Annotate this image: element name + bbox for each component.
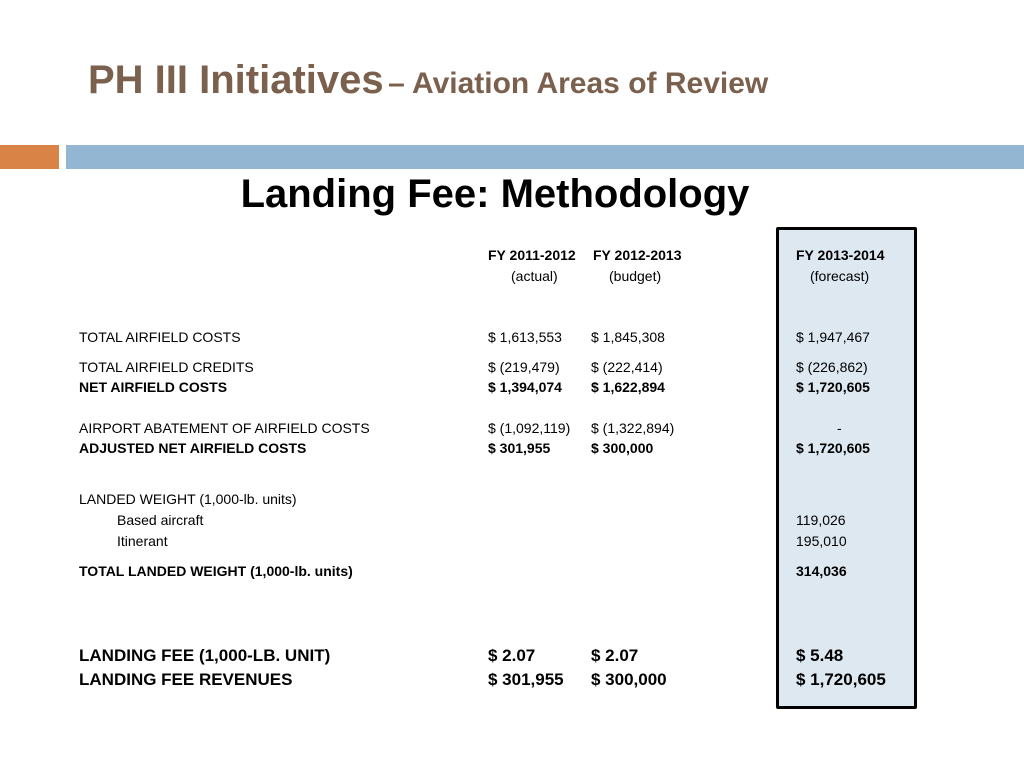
cell-landing-fee-revenues-fy2012: $ 300,000: [591, 670, 667, 689]
row-label-landed-weight: LANDED WEIGHT (1,000-lb. units): [79, 491, 297, 507]
row-label-landing-fee-revenues: LANDING FEE REVENUES: [79, 670, 293, 689]
slide-title: [88, 58, 768, 103]
column-header-fy2013: FY 2013-2014: [796, 247, 885, 263]
row-label-net-airfield-costs: NET AIRFIELD COSTS: [79, 379, 228, 395]
cell-airport-abatement-fy2011: $ (1,092,119): [488, 420, 571, 436]
cell-adjusted-net-fy2012: $ 300,000: [591, 440, 654, 456]
accent-bar-blue: [66, 145, 1024, 169]
row-label-total-airfield-costs: TOTAL AIRFIELD COSTS: [79, 329, 241, 345]
cell-airport-abatement-fy2012: $ (1,322,894): [591, 420, 675, 436]
cell-total-airfield-credits-fy2012: $ (222,414): [591, 359, 663, 375]
row-label-based-aircraft: Based aircraft: [117, 512, 204, 528]
slide-title-main: PH III Initiatives: [88, 58, 384, 102]
cell-net-airfield-costs-fy2012: $ 1,622,894: [591, 379, 665, 395]
forecast-column-highlight: [776, 227, 917, 709]
cell-landing-fee-revenues-fy2011: $ 301,955: [488, 670, 564, 689]
cell-landing-fee-fy2012: $ 2.07: [591, 646, 639, 665]
cell-landing-fee-fy2011: $ 2.07: [488, 646, 536, 665]
cell-net-airfield-costs-fy2011: $ 1,394,074: [488, 379, 562, 395]
column-header-fy2011: FY 2011-2012: [488, 247, 576, 263]
cell-landing-fee-fy2013: $ 5.48: [796, 646, 844, 665]
column-header-fy2012: FY 2012-2013: [593, 247, 682, 263]
column-note-forecast: (forecast): [810, 268, 870, 284]
cell-net-airfield-costs-fy2013: $ 1,720,605: [796, 379, 870, 395]
column-note-actual: (actual): [511, 268, 558, 284]
row-label-airport-abatement: AIRPORT ABATEMENT OF AIRFIELD COSTS: [79, 420, 370, 436]
cell-total-airfield-costs-fy2012: $ 1,845,308: [591, 329, 665, 345]
cell-adjusted-net-fy2013: $ 1,720,605: [796, 440, 870, 456]
cell-adjusted-net-fy2011: $ 301,955: [488, 440, 551, 456]
cell-total-landed-weight-fy2013: 314,036: [796, 563, 847, 579]
cell-total-airfield-costs-fy2013: $ 1,947,467: [796, 329, 870, 345]
cell-landing-fee-revenues-fy2013: $ 1,720,605: [796, 670, 886, 689]
cell-based-aircraft-fy2013: 119,026: [796, 512, 846, 528]
slide-title-sub: – Aviation Areas of Review: [388, 67, 769, 100]
row-label-total-landed-weight: TOTAL LANDED WEIGHT (1,000-lb. units): [79, 563, 353, 579]
row-label-adjusted-net-airfield-costs: ADJUSTED NET AIRFIELD COSTS: [79, 440, 307, 456]
table-heading: Landing Fee: Methodology: [240, 172, 750, 216]
cell-airport-abatement-fy2013: -: [837, 420, 842, 436]
accent-bar-orange: [0, 145, 59, 169]
row-label-landing-fee: LANDING FEE (1,000-LB. UNIT): [79, 646, 331, 665]
row-label-total-airfield-credits: TOTAL AIRFIELD CREDITS: [79, 359, 254, 375]
cell-itinerant-fy2013: 195,010: [796, 533, 847, 549]
cell-total-airfield-costs-fy2011: $ 1,613,553: [488, 329, 562, 345]
cell-total-airfield-credits-fy2013: $ (226,862): [796, 359, 868, 375]
column-note-budget: (budget): [609, 268, 662, 284]
cell-total-airfield-credits-fy2011: $ (219,479): [488, 359, 560, 375]
row-label-itinerant: Itinerant: [117, 533, 168, 549]
